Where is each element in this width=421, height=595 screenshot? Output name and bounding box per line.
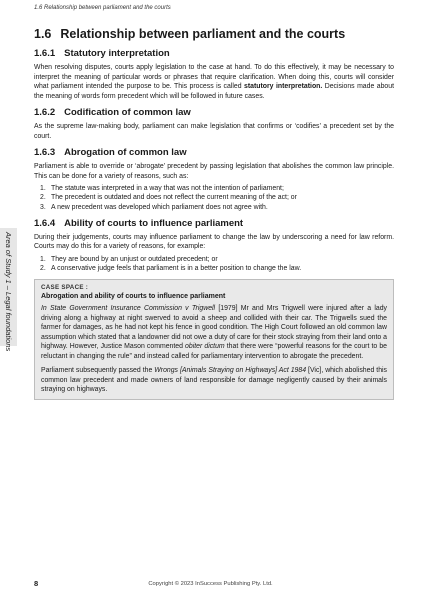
section-abrogation [34,147,394,212]
case-paragraph [41,304,387,361]
section-number: 1.6.4 [34,217,56,229]
text: Parliament subsequently passed the [41,367,155,375]
numbered-list [40,184,394,212]
section-title: Abrogation of common law [64,147,187,158]
list-text: The precedent is outdated and does not reflect the current meaning of the act; or [51,194,297,202]
text: [1979] Mr and Mrs Trigwell were injured after a lady driving along a highway at night swerved to avoid a sheep and collided with their car. The Trigwells sued the farmer for damages, as he had not kept his fence in good condition. The High Court followed an old common law assumption which stated that a landowner did not owe a duty of care for their stock straying from their land onto a highway. However, Justice Mason commented [41,305,387,351]
section-heading [34,107,394,119]
page-content [34,27,394,400]
section-statutory-interpretation [34,48,394,101]
list-item [40,255,394,264]
paragraph: As the supreme law-making body, parliament can make legislation that confirms or ‘codifies’ a precedent set by the court. [34,123,394,140]
case-space-label: CASE SPACE : [41,284,89,292]
list-text: A new precedent was developed which parliament does not agree with. [51,203,268,211]
list-text: They are bound by an unjust or outdated precedent; or [51,255,218,263]
case-name: In State Government Insurance Commission v Trigwell [41,305,216,313]
section-number: 1.6.2 [34,107,56,118]
text: that there were “powerful reasons for the court to be reluctant in changing the rule” and instead called for parliamentary intervention to abrogate the precedent. [41,343,388,360]
list-item [40,193,394,202]
case-space-title: Abrogation and ability of courts to influence parliament [41,293,226,301]
section-heading [34,147,394,159]
section-title: Statutory interpretation [64,48,170,59]
list-number: 2. [40,265,46,273]
section-heading [34,218,394,230]
running-header: 1.6 Relationship between parliament and the courts [34,5,171,11]
bold-term: statutory interpretation. [244,83,323,90]
copyright-notice: Copyright © 2023 InSuccess Publishing Pty. Ltd. [148,581,273,587]
list-item [40,184,394,193]
paragraph: Parliament is able to override or ‘abrogate’ precedent by passing legislation that abolishes the common law principle. This can be done for a variety of reasons, such as: [34,163,394,180]
case-space-box [34,279,394,400]
section-number: 1.6.1 [34,48,56,59]
main-heading [34,27,394,42]
page-number: 8 [34,579,39,588]
side-label: Area of Study 1 – Legal foundations [4,232,13,352]
section-codification [34,107,394,141]
act-name: Wrongs [Animals Straying on Highways] Act 1984 [154,367,307,375]
case-paragraph [41,366,387,395]
list-number: 2. [40,194,46,202]
list-number: 3. [40,203,46,211]
numbered-list [40,255,394,274]
paragraph: During their judgements, courts may influence parliament to change the law by underscoring a need for law reform. Courts may do this for a variety of reasons, for example: [34,233,394,251]
list-text: A conservative judge feels that parliament is in a better position to change the law. [51,265,302,273]
text: Decisions made about the meaning of words form precedent which will be followed in future cases. [34,83,395,100]
main-heading-title: Relationship between parliament and the courts [60,27,346,41]
main-heading-number: 1.6 [34,27,52,41]
list-number: 1. [40,185,46,192]
latin-term: obiter dictum [185,343,225,351]
list-text: The statute was interpreted in a way that was not the intention of parliament; [51,185,284,192]
text: When resolving disputes, courts apply legislation to the case at hand. To do this effectively, it may be necessary to interpret the meaning of particular words or phrases that require clarification. When doing this, courts will consider what parliament intended the purpose to be. This process is called [34,64,394,90]
list-item [40,264,394,273]
section-number: 1.6.3 [34,147,56,158]
list-item [40,203,394,212]
section-courts-influence [34,218,394,274]
text: [Vic], which abolished this common law precedent and made owners of land responsible for damage negligently caused by their animals straying on highways. [41,367,388,394]
list-number: 1. [40,255,46,263]
section-heading [34,48,394,60]
paragraph [34,63,394,101]
section-title: Codification of common law [64,107,191,118]
section-title: Ability of courts to influence parliament [64,217,244,229]
